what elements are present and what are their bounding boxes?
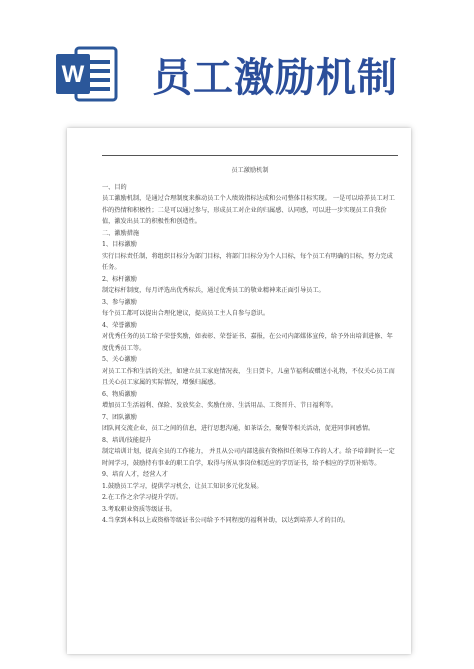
document-paragraph: 二、激励措施	[102, 229, 140, 237]
document-paragraph: 一、目的	[102, 183, 127, 191]
word-document-icon	[54, 44, 120, 104]
document-paragraph: 对员工工作和生活的关注，如建立员工家庭情况表， 生日贺卡，儿童节福利或赠送小礼物，不仅关心员工而且关心员工家属的实际情况，增强归属感。	[102, 367, 395, 386]
document-paragraph: 4、荣誉激励	[102, 321, 137, 329]
document-paragraph: 1.鼓励员工学习，提供学习机会，让员工知识多元化发展。	[102, 482, 263, 490]
document-paragraph: 制定培训计划，提高全员的工作能力， 并且从公司内部选拔有资格担任领导工作的人才。给予培训时长一定时间学习，鼓励持有事业的职工自学，取得与所从事岗位相适应的学历证书，给予相应的学历补贴等。	[102, 448, 395, 467]
word-icon-letter: W	[61, 61, 85, 88]
banner-title: 员工激励机制	[152, 55, 398, 101]
document-paragraph: 8、培训/技能提升	[102, 436, 152, 444]
document-paragraph: 7、团队激励	[102, 413, 137, 421]
document-paragraph: 5、关心激励	[102, 356, 137, 363]
document-paragraph: 3、参与激励	[102, 298, 137, 306]
document-paragraph: 制定标杆制度，每月评选出优秀标兵，通过优秀员工的敬业精神来正面引导员工。	[102, 287, 325, 294]
document-paragraph: 1、目标激励	[102, 241, 137, 248]
document-paragraph: 每个员工都可以提出合理化建议，提高员工主人自参与意识。	[102, 310, 270, 317]
header-banner	[0, 0, 474, 118]
document-paragraph: 实行目标责任制，将组织目标分为部门目标，将部门目标分为个人目标，每个员工有明确的目标，努力完成任务。	[102, 252, 393, 271]
document-paragraph: 团队间交流企业，员工之间的信息，进行思想沟通，如茶话会，聚餐等相关活动，促进同事间感情。	[102, 425, 375, 432]
document-paragraph: 9、培育人才，经营人才	[102, 471, 168, 478]
document-paragraph: 3.考取职业资质等级证书。	[102, 505, 176, 513]
document-title: 员工激励机制	[231, 167, 269, 174]
document-body	[102, 165, 398, 527]
document-paragraph: 员工激励机制，是通过合理制度来推动员工个人绩效指标达成和公司整体目标实现。 一是可以培养员工对工作的热情和积极性；二是可以通过参与，形成员工对企业的归属感、认同感，可以进一步实现员工自我价值，激发出员工的积极性和创造性。	[102, 195, 395, 225]
header-rule	[102, 155, 398, 156]
document-paragraph: 6、物质激励	[102, 390, 137, 398]
document-page	[67, 128, 411, 654]
document-paragraph: 对优秀任务的员工给予荣誉奖励，如表彰、荣誉证书、嘉报，在公司内部媒体宣传，给予外出培训进修、年度优秀员工等。	[102, 333, 393, 352]
document-paragraph: 2、标杆激励	[102, 275, 137, 283]
document-paragraph: 增加员工生活福利、保险、发放奖金、奖励住房、生活用品、工资晋升、节日福利等。	[102, 402, 338, 409]
document-paragraph: 4.当拿到本科以上或资格等级证书公司给予不同程度的福利补助，以达到培养人才的目的。	[102, 517, 350, 524]
document-paragraph: 2.在工作之余学习提升学历。	[102, 494, 183, 501]
paragraph-list	[102, 182, 398, 527]
